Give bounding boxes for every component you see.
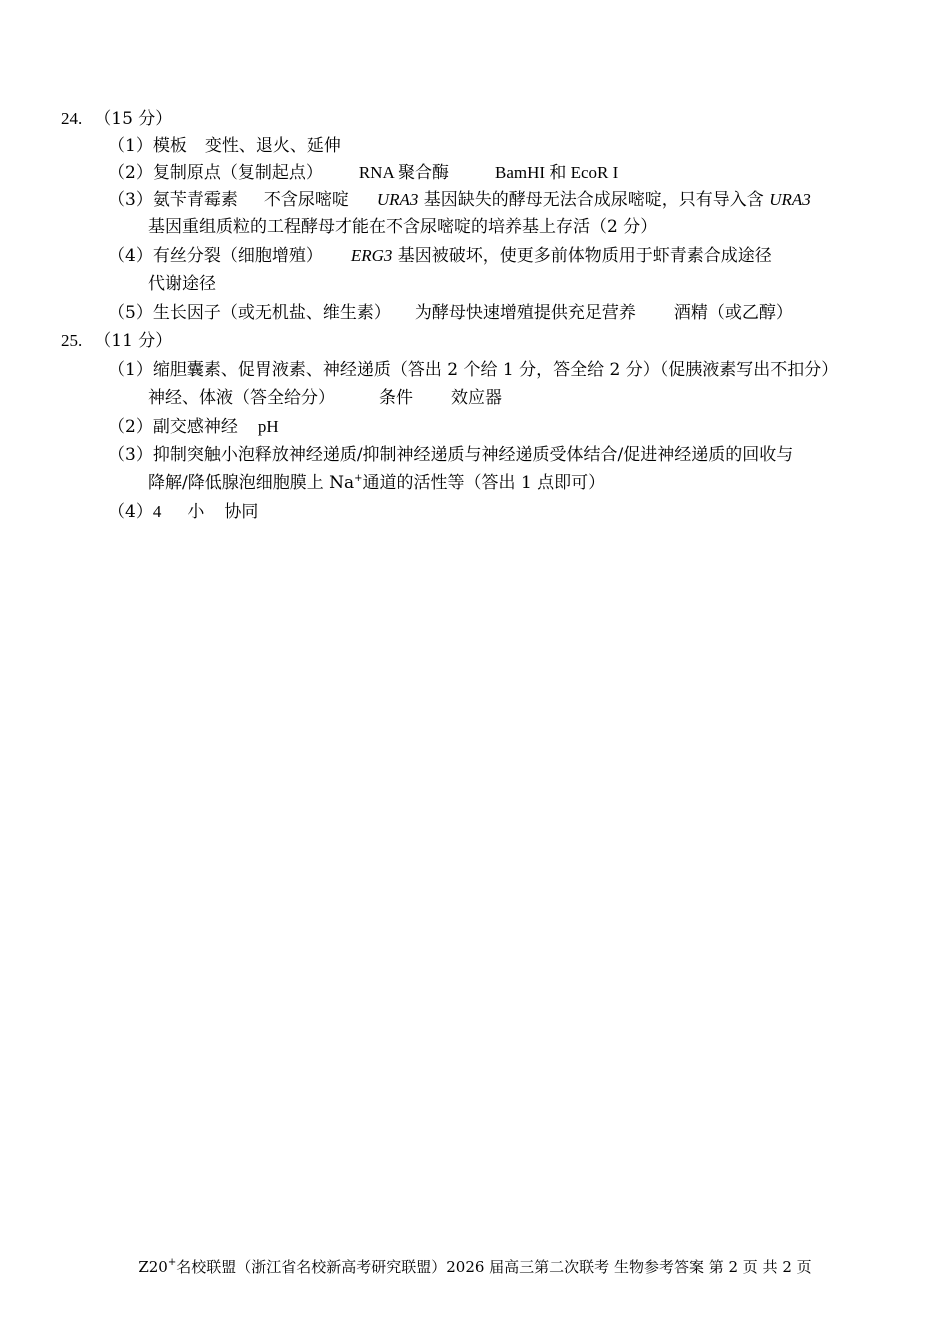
q25-p4-label: （4） — [108, 502, 153, 522]
q25-p3-label: （3） — [108, 445, 153, 465]
q25-p4-answer-c: 协同 — [224, 502, 259, 522]
q24-part-3 — [108, 188, 811, 212]
q25-header — [61, 329, 172, 353]
q24-p4-answer-c: 代谢途径 — [148, 274, 216, 294]
q24-p1-label: （1） — [108, 136, 153, 156]
q24-p5-label: （5） — [108, 303, 153, 323]
q25-p4-answer-b: 小 — [187, 502, 205, 522]
q24-part-2 — [108, 161, 618, 185]
footer-text: 名校联盟（浙江省名校新高考研究联盟）2026 届高三第二次联考 生物参考答案 第 2 页 共 2 页 — [176, 1258, 812, 1276]
q25-part-3 — [108, 443, 793, 467]
q25-part-1-cont — [148, 386, 502, 410]
page-footer — [0, 1257, 950, 1277]
q24-p3-answer-a: 氨苄青霉素 — [152, 190, 238, 210]
q25-part-3-cont — [148, 471, 605, 495]
q24-p4-answer-b: 基因被破坏，使更多前体物质用于虾青素合成途径 — [392, 246, 772, 266]
q25-p3-superscript: + — [354, 473, 363, 484]
q25-p4-answer-a: 4 — [152, 502, 162, 521]
q24-p5-answer-b: 为酵母快速增殖提供充足营养 — [414, 303, 636, 323]
q24-part-3-cont — [148, 215, 657, 239]
q25-p1-answer-a: 缩胆囊素、促胃液素、神经递质（答出 2 个给 1 分，答全给 2 分）（促胰液素写出不扣分） — [152, 360, 839, 380]
q24-p5-answer-c: 酒精（或乙醇） — [673, 303, 793, 323]
q24-part-4-cont — [148, 272, 216, 296]
q24-header — [61, 107, 172, 131]
q24-p3-answer-c-cont: 基因重组质粒的工程酵母才能在不含尿嘧啶的培养基上存活（2 分） — [148, 217, 658, 237]
q25-points: （11 分） — [94, 331, 173, 351]
q25-p1-answer-d: 效应器 — [451, 388, 502, 408]
q25-p2-label: （2） — [108, 417, 153, 437]
q24-part-4 — [108, 244, 772, 268]
q24-p2-answer-a: 复制原点（复制起点） — [152, 163, 323, 183]
q24-p1-answer-a: 模板 — [152, 136, 187, 156]
q24-part-1 — [108, 134, 341, 158]
q24-p3-label: （3） — [108, 190, 153, 210]
q25-part-4 — [108, 500, 258, 524]
q25-p1-answer-c: 条件 — [379, 388, 413, 408]
q25-part-1 — [108, 358, 838, 382]
q24-p1-answer-b: 变性、退火、延伸 — [204, 136, 341, 156]
q24-p3-answer-b: 不含尿嘧啶 — [263, 190, 349, 210]
q25-p2-answer-b: pH — [257, 417, 279, 436]
q24-number: 24. — [61, 109, 83, 128]
q24-part-5 — [108, 301, 793, 325]
q25-p3-answer-b-end: 通道的活性等（答出 1 点即可） — [362, 473, 606, 493]
footer-superscript: + — [167, 1257, 177, 1268]
q25-part-2 — [108, 415, 279, 439]
q24-p3-answer-c: 基因缺失的酵母无法合成尿嘧啶，只有导入含 — [418, 190, 770, 210]
q24-p4-label: （4） — [108, 246, 153, 266]
q24-p2-answer-c: BamHI 和 EcoR I — [495, 163, 619, 182]
q24-p4-answer-a: 有丝分裂（细胞增殖） — [152, 246, 323, 266]
q25-p1-answer-b: 神经、体液（答全给分） — [148, 388, 335, 408]
q24-points: （15 分） — [94, 109, 173, 129]
q24-p5-answer-a: 生长因子（或无机盐、维生素） — [152, 303, 391, 323]
q24-p2-answer-b: RNA 聚合酶 — [358, 163, 450, 182]
q24-p3-gene-ura3-2: URA3 — [769, 190, 811, 209]
q25-p3-answer-a: 抑制突触小泡释放神经递质/抑制神经递质与神经递质受体结合/促进神经递质的回收与 — [152, 445, 794, 465]
q25-p1-label: （1） — [108, 360, 153, 380]
footer-z20: Z20 — [138, 1258, 168, 1276]
q24-p4-gene-erg3: ERG3 — [350, 246, 393, 265]
q25-number: 25. — [61, 331, 83, 350]
q24-p3-gene-ura3: URA3 — [376, 190, 419, 209]
q24-p2-label: （2） — [108, 163, 153, 183]
q25-p2-answer-a: 副交感神经 — [152, 417, 238, 437]
q25-p3-answer-b: 降解/降低腺泡细胞膜上 Na — [148, 473, 355, 493]
